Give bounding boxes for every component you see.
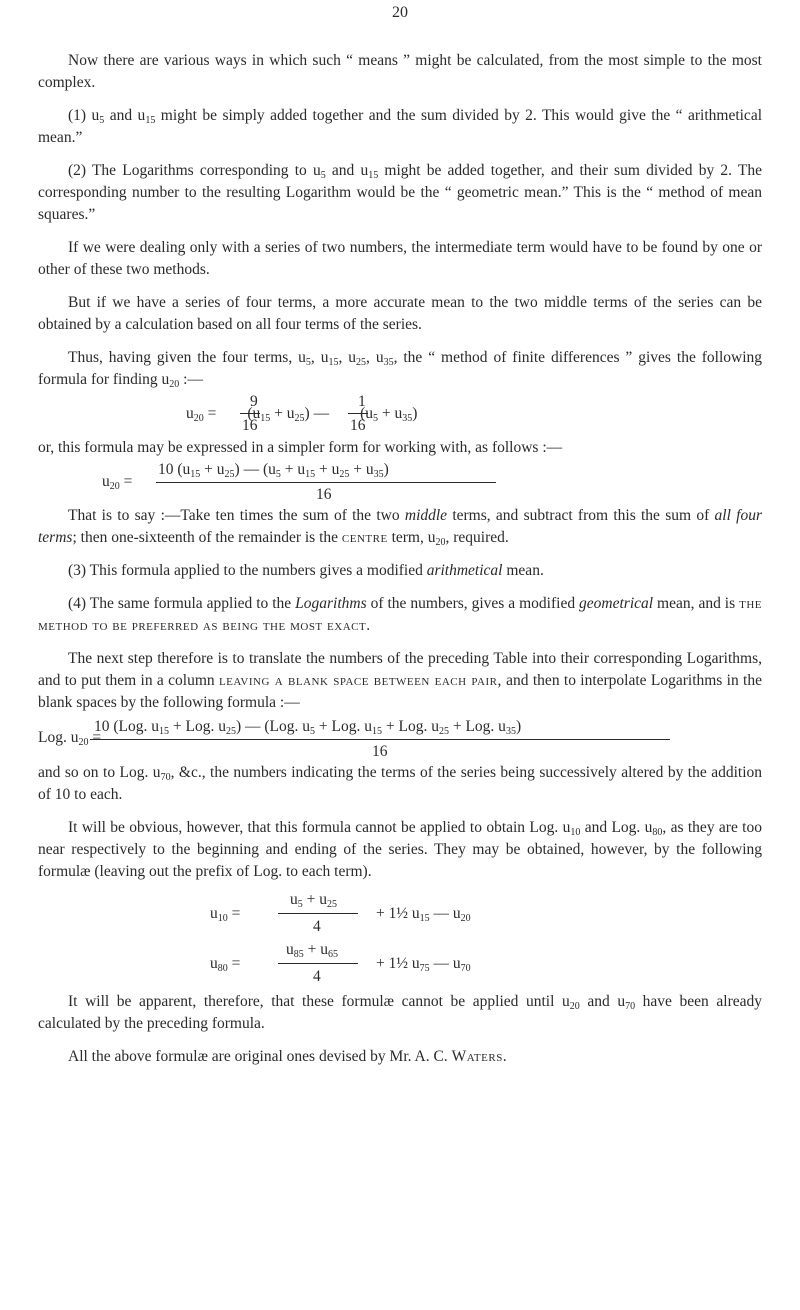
text: , as they are too near respectively to the beginning and ending of the series. They may be obtained, however, by the following formulæ (leaving out the prefix of Log. to each term). bbox=[38, 819, 762, 880]
text: (4) The same formula applied to the bbox=[68, 595, 296, 612]
text: — u bbox=[429, 905, 461, 922]
text: + u bbox=[270, 405, 295, 422]
fraction-denominator: 16 bbox=[372, 743, 388, 760]
subscript: 75 bbox=[419, 963, 430, 974]
subscript: 70 bbox=[160, 772, 171, 783]
text: + u bbox=[349, 461, 374, 478]
subscript: 20 bbox=[193, 413, 204, 424]
fraction-bar bbox=[90, 739, 670, 740]
text: and u bbox=[331, 162, 369, 179]
credit-paragraph bbox=[38, 1046, 762, 1068]
text: That is to say :—Take ten times the sum of the two bbox=[68, 507, 405, 524]
fraction-bar bbox=[240, 413, 260, 414]
text: and u bbox=[109, 107, 146, 124]
lhs-term: u bbox=[210, 955, 218, 972]
text: mean. bbox=[502, 562, 544, 579]
subscript: 35 bbox=[373, 469, 384, 480]
lhs-term: Log. u bbox=[38, 729, 79, 746]
text: It will be obvious, however, that this formula cannot be applied to obtain Log. u bbox=[68, 819, 571, 836]
text: , required. bbox=[445, 529, 509, 546]
text: and u bbox=[579, 993, 626, 1010]
text: , &c., the numbers indicating the terms of the series being successively altered by the addition of 10 to each. bbox=[38, 764, 762, 803]
text: + Log. u bbox=[382, 718, 439, 735]
text: + u bbox=[378, 405, 403, 422]
subscript: 65 bbox=[328, 949, 338, 960]
page-body bbox=[38, 50, 762, 1068]
fraction-denominator: 4 bbox=[313, 968, 321, 985]
text: + Log. u bbox=[169, 718, 226, 735]
text: ) bbox=[412, 405, 418, 422]
text: — u bbox=[429, 955, 461, 972]
subscript: 25 bbox=[224, 469, 235, 480]
fraction-denominator: 16 bbox=[316, 486, 332, 503]
subscript: 85 bbox=[293, 949, 304, 960]
text: + u bbox=[200, 461, 225, 478]
text: and Log. u bbox=[580, 819, 653, 836]
minus-sign: — bbox=[313, 405, 330, 422]
text: (3) This formula applied to the numbers gives a modified bbox=[68, 562, 427, 579]
subscript: 5 bbox=[99, 115, 105, 126]
subscript: 5 bbox=[305, 357, 311, 368]
fraction-bar bbox=[348, 413, 368, 414]
text: , u bbox=[310, 349, 329, 366]
subscript: 35 bbox=[383, 357, 394, 368]
subscript: 35 bbox=[505, 726, 516, 737]
text: u bbox=[91, 107, 100, 124]
text: + u bbox=[280, 461, 306, 478]
text: u bbox=[290, 891, 298, 908]
text: terms, and subtract from this the sum of bbox=[447, 507, 715, 524]
subscript: 15 bbox=[368, 170, 379, 181]
or-paragraph: or, this formula may be expressed in a simpler form for working with, as follows :— bbox=[38, 439, 563, 456]
text: ) bbox=[515, 718, 522, 735]
subscript: 80 bbox=[652, 827, 663, 838]
fraction-denominator: 4 bbox=[313, 918, 321, 935]
subscript: 5 bbox=[310, 726, 316, 737]
text: , u bbox=[366, 349, 384, 366]
equals-sign: = bbox=[231, 955, 241, 972]
subscript: 25 bbox=[327, 899, 337, 910]
item-4-paragraph bbox=[38, 593, 762, 637]
subscript: 20 bbox=[78, 737, 89, 748]
subscript: 15 bbox=[419, 913, 430, 924]
that-is-paragraph bbox=[38, 505, 762, 549]
fraction-denominator: 16 bbox=[242, 417, 258, 434]
lhs-term: u bbox=[102, 473, 110, 490]
subscript: 20 bbox=[569, 1001, 580, 1012]
text: ) bbox=[304, 405, 310, 422]
text: of the numbers, gives a modified bbox=[366, 595, 580, 612]
equals-sign: = bbox=[123, 473, 133, 490]
text: + u bbox=[302, 891, 327, 908]
subscript: 20 bbox=[109, 481, 120, 492]
formula-finite-differences bbox=[38, 391, 762, 437]
text: (u bbox=[247, 405, 261, 422]
small-caps: leaving a blank space between each pair, bbox=[218, 672, 502, 689]
text: term, u bbox=[387, 529, 436, 546]
four-terms-paragraph: But if we have a series of four terms, a more accurate mean to the two middle terms of the series can be obtained by a calculation based on all four terms of the series. bbox=[38, 294, 762, 333]
text: ) — (u bbox=[234, 461, 276, 478]
text: ) — (Log. u bbox=[235, 718, 311, 735]
subscript: 10 bbox=[570, 827, 581, 838]
equals-sign: = bbox=[231, 905, 241, 922]
subscript: 20 bbox=[460, 913, 471, 924]
text: (2) The Logarithms corresponding to u bbox=[68, 162, 321, 179]
small-caps: the method to be preferred as being the most exact. bbox=[38, 595, 762, 634]
subscript: 15 bbox=[260, 413, 271, 424]
text: + Log. u bbox=[315, 718, 372, 735]
obvious-paragraph bbox=[38, 817, 762, 883]
formula-u10 bbox=[38, 889, 762, 939]
author-name: Waters. bbox=[451, 1048, 508, 1065]
next-step-paragraph bbox=[38, 648, 762, 714]
subscript: 80 bbox=[217, 963, 228, 974]
text: + Log. u bbox=[448, 718, 506, 735]
formula-simple-form bbox=[38, 459, 762, 505]
subscript: 70 bbox=[460, 963, 471, 974]
text: , u bbox=[338, 349, 357, 366]
page-number: 20 bbox=[392, 4, 408, 21]
text: have been already calculated by the preceding formula. bbox=[38, 993, 762, 1032]
item-2-paragraph bbox=[38, 160, 762, 226]
text: u bbox=[286, 941, 294, 958]
emphasis: all four terms bbox=[38, 507, 763, 546]
subscript: 25 bbox=[356, 357, 367, 368]
text: 10 (Log. u bbox=[94, 718, 160, 735]
text: might be added together, and their sum divided by 2. The corresponding number to the resulting Logarithm would be the “ geometric mean.” This is the “ method of mean squares.” bbox=[38, 162, 763, 223]
subscript: 15 bbox=[190, 469, 201, 480]
two-numbers-paragraph: If we were dealing only with a series of two numbers, the intermediate term would have to be found by one or other of these two methods. bbox=[38, 239, 762, 278]
thus-paragraph bbox=[38, 347, 762, 391]
subscript: 15 bbox=[159, 726, 170, 737]
text: 10 (u bbox=[158, 461, 191, 478]
subscript: 5 bbox=[297, 899, 303, 910]
subscript: 25 bbox=[339, 469, 350, 480]
subscript: 5 bbox=[275, 469, 281, 480]
text: + u bbox=[315, 461, 340, 478]
text: It will be apparent, therefore, that these formulæ cannot be applied until u bbox=[68, 993, 570, 1010]
item-3-paragraph bbox=[38, 560, 762, 582]
text: All the above formulæ are original ones devised by Mr. A. C. bbox=[68, 1048, 452, 1065]
subscript: 20 bbox=[435, 537, 446, 548]
subscript: 35 bbox=[402, 413, 413, 424]
text: ) bbox=[383, 461, 389, 478]
subscript: 25 bbox=[225, 726, 236, 737]
text: (u bbox=[360, 405, 374, 422]
emphasis: middle bbox=[404, 507, 448, 524]
text: , the “ method of finite differences ” gives the following formula for finding u bbox=[38, 349, 763, 388]
fraction-numerator: 9 bbox=[250, 393, 258, 410]
subscript: 10 bbox=[217, 913, 228, 924]
formula-log-interpolation bbox=[38, 714, 762, 762]
emphasis: arithmetical bbox=[426, 562, 503, 579]
small-caps: centre bbox=[341, 529, 388, 546]
text: The next step therefore is to translate the numbers of the preceding Table into their corresponding Logarithms, and to put them in a column bbox=[38, 650, 762, 689]
text: ; then one-sixteenth of the remainder is the bbox=[72, 529, 342, 546]
text: + u bbox=[303, 941, 328, 958]
equals-sign: = bbox=[207, 405, 217, 422]
text: might be simply added together and the sum divided by 2. This would give the “ arithmetical mean.” bbox=[38, 107, 763, 146]
subscript: 25 bbox=[438, 726, 449, 737]
equals-sign: = bbox=[92, 729, 102, 746]
lhs-term: u bbox=[210, 905, 218, 922]
subscript: 5 bbox=[320, 170, 326, 181]
subscript: 70 bbox=[625, 1001, 636, 1012]
text: :— bbox=[179, 371, 203, 388]
intro-paragraph: Now there are various ways in which such “ means ” might be calculated, from the most simple to the most complex. bbox=[38, 52, 762, 91]
emphasis: Logarithms bbox=[295, 595, 367, 612]
text: mean, and is bbox=[653, 595, 740, 612]
formula-u80 bbox=[38, 939, 762, 991]
emphasis: geometrical bbox=[579, 595, 654, 612]
subscript: 5 bbox=[373, 413, 379, 424]
so-on-paragraph bbox=[38, 762, 762, 806]
text: Thus, having given the four terms, u bbox=[68, 349, 306, 366]
subscript: 20 bbox=[169, 379, 180, 390]
text: and then to interpolate Logarithms in the blank spaces by the following formula :— bbox=[38, 672, 762, 711]
lhs-term: u bbox=[186, 405, 194, 422]
fraction-bar bbox=[278, 913, 358, 914]
text: + 1½ u bbox=[376, 955, 420, 972]
fraction-bar bbox=[156, 482, 496, 483]
subscript: 15 bbox=[328, 357, 339, 368]
text: + 1½ u bbox=[376, 905, 420, 922]
apparent-paragraph bbox=[38, 991, 762, 1035]
text: and so on to Log. u bbox=[38, 764, 161, 781]
fraction-bar bbox=[278, 963, 358, 964]
subscript: 25 bbox=[294, 413, 305, 424]
item-1-paragraph bbox=[38, 105, 762, 149]
item-1-number: (1) bbox=[68, 107, 87, 124]
subscript: 15 bbox=[372, 726, 382, 737]
fraction-numerator: 1 bbox=[358, 393, 366, 410]
fraction-denominator: 16 bbox=[350, 417, 366, 434]
subscript: 15 bbox=[305, 469, 316, 480]
subscript: 15 bbox=[145, 115, 156, 126]
